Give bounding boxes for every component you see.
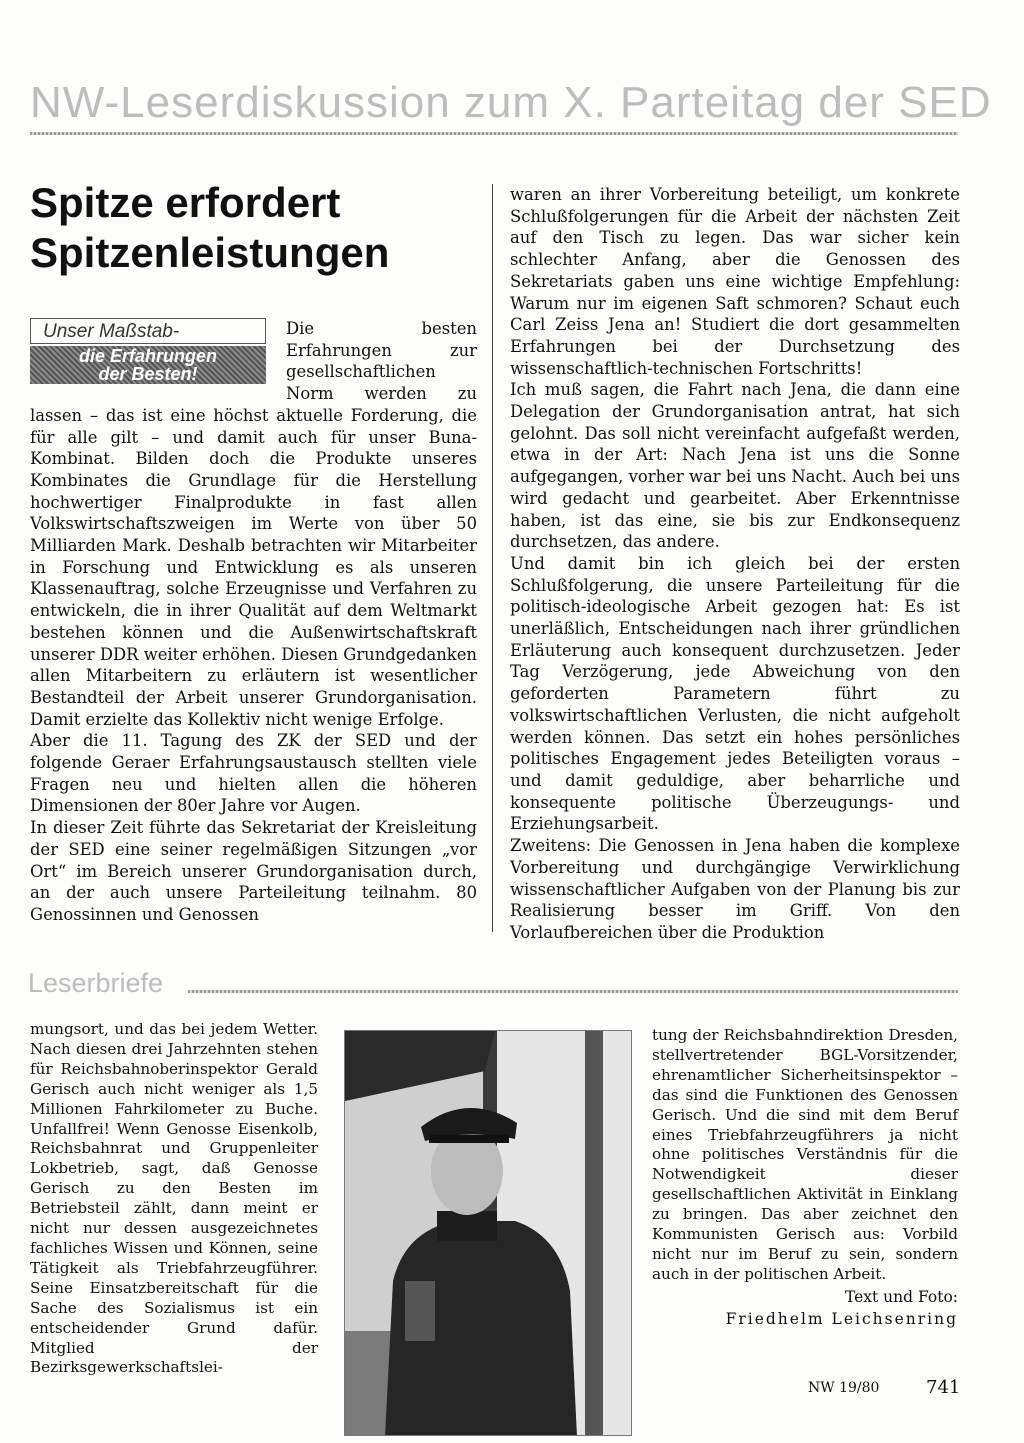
headline-line-2: Spitzenleistungen	[30, 229, 390, 276]
page-number: 741	[926, 1377, 961, 1398]
article-paragraph: waren an ihrer Vorbereitung beteiligt, um konkrete Schlußfolgerungen für die Arbeit der nächsten Zeit auf den Tisch zu legen. Das war sicher kein schlechter Anfang, aber die Genossen des Sekretariats gaben uns eine wichtige Empfehlung: Warum nur im eigenen Saft schmoren? Schaut euch Carl Zeiss Jena an! Studiert die dort gesammelten Erfahrungen bei der Durchsetzung des wissenschaftlich-technischen Fortschritts!	[510, 185, 960, 378]
letters-section-title: Leserbriefe	[28, 968, 164, 998]
article-column-2	[510, 184, 960, 944]
photo-credit	[658, 1286, 958, 1330]
credit-label: Text und Foto:	[844, 1288, 958, 1306]
article-paragraph: Und damit bin ich gleich bei der ersten Schlußfolgerung, die unsere Parteileitung für die politisch-ideologische Arbeit gezogen hat: Es ist unerläßlich, Entscheidungen nach ihrer gründlichen Erläuterung auch konsequent durchzusetzen. Jeder Tag Verzögerung, jede Abweichung von den geforderten Parametern führt zu volkswirtschaftlichen Verlusten, die nicht aufgeholt werden können. Das setzt ein hohes persönliches politisches Engagement jedes Beteiligten voraus – und damit geduldige, aber beharrliche und konsequente politische Überzeugungs- und Erziehungsarbeit.	[510, 553, 960, 834]
headline-line-1: Spitze erfordert	[30, 179, 341, 226]
photo-illustration	[345, 1031, 632, 1436]
section-divider	[30, 132, 958, 135]
page-section-title: NW-Leserdiskussion zum X. Parteitag der SED	[30, 78, 992, 127]
article-paragraph: Ich muß sagen, die Fahrt nach Jena, die dann eine Delegation der Grundorganisation antrat, hat sich gelohnt. Das soll nicht vereinfacht aufgefaßt werden, etwa in der Art: Nach Jena ist uns die Sonne aufgegangen, vorher war bei uns Nacht. Auch bei uns wird gedacht und gearbeitet. Aber Erkenntnisse haben, ist das eine, sie bis zur Endkonsequenz durchsetzen, das andere.	[510, 380, 960, 552]
letter-column-1: mungsort, und das bei jedem Wetter. Nach diesen drei Jahrzehnten stehen für Reichsbahnoberinspektor Gerald Gerisch auch nicht weniger als 1,5 Millionen Fahrkilometer zu Buche. Unfallfrei! Wenn Genosse Eisenkolb, Reichsbahnrat und Gruppenleiter Lokbetrieb, sagt, daß Genosse Gerisch zu den Besten im Betriebsteil zählt, dann meint er nicht nur dessen ausgezeichnetes fachliches Wissen und Können, seine Tätigkeit als Triebfahrzeugführer. Seine Einsatzbereitschaft für die Sache des Sozialismus ist ein entscheidender Grund dafür. Mitglied der Bezirksgewerkschaftslei-	[30, 1020, 318, 1377]
section-divider	[188, 990, 958, 993]
article-column-1	[30, 318, 477, 926]
rubric-line-2b: der Besten!	[98, 364, 198, 384]
article-headline	[30, 178, 470, 278]
issue-label: NW 19/80	[808, 1380, 880, 1396]
rubric-badge	[30, 318, 268, 384]
column-divider	[492, 184, 493, 932]
rubric-line-2	[30, 346, 266, 384]
letter-column-3: tung der Reichsbahndirektion Dresden, stellvertretender BGL-Vorsitzender, ehrenamtlicher Sicherheitsinspektor – das sind die Funktionen des Genossen Gerisch. Und die sind mit dem Beruf eines Triebfahrzeugführers ja nicht ohne politisches Verständnis für die Notwendigkeit dieser gesellschaftlichen Aktivität in Einklang zu bringen. Das aber zeichnet den Kommunisten Gerisch aus: Vorbild nicht nur im Beruf zu sein, sondern auch in der politischen Arbeit.	[652, 1026, 958, 1283]
portrait-photo	[344, 1030, 632, 1436]
article-paragraph: Aber die 11. Tagung des ZK der SED und der folgende Geraer Erfahrungsaustausch stellten viele Fragen neu und hielten allen die höheren Dimensionen der 80er Jahre vor Augen.	[30, 731, 477, 816]
credit-author: Friedhelm Leichsenring	[725, 1310, 958, 1328]
article-paragraph: Zweitens: Die Genossen in Jena haben die komplexe Vorbereitung und durchgängige Verwirklichung wissenschaftlicher Aufgaben von der Planung bis zur Realisierung besser im Griff. Von den Vorlaufbereichen über die Produktion	[510, 836, 960, 942]
article-paragraph: Die besten Erfahrungen zur gesellschaftlichen Norm werden zu lassen – das ist eine höchst aktuelle Forderung, die für alle gilt – und damit auch für unser Buna-Kombinat. Bilden doch die Produkte unseres Kombinates die Grundlage für die Herstellung hochwertiger Finalprodukte in fast allen Volkswirtschaftszweigen im Werte von über 50 Milliarden Mark. Deshalb betrachten wir Mitarbeiter in Forschung und Entwicklung es als unseren Klassenauftrag, solche Erzeugnisse und Verfahren zu entwickeln, die in ihrer Qualität auf dem Weltmarkt bestehen können und die Außenwirtschaftskraft unserer DDR weiter erhöhen. Diesen Grundgedanken allen Mitarbeitern zu erläutern ist wesentlicher Bestandteil der Arbeit unserer Grundorganisation. Damit erzielte das Kollektiv nicht wenige Erfolge.	[30, 319, 477, 729]
rubric-line-2a: die Erfahrungen	[78, 346, 217, 366]
rubric-line-1: Unser Maßstab-	[30, 318, 266, 344]
article-paragraph: In dieser Zeit führte das Sekretariat der Kreisleitung der SED eine seiner regelmäßigen Sitzungen „vor Ort“ im Bereich unserer Grundorganisation durch, an der auch unsere Parteileitung teilnahm. 80 Genossinnen und Genossen	[30, 818, 477, 924]
